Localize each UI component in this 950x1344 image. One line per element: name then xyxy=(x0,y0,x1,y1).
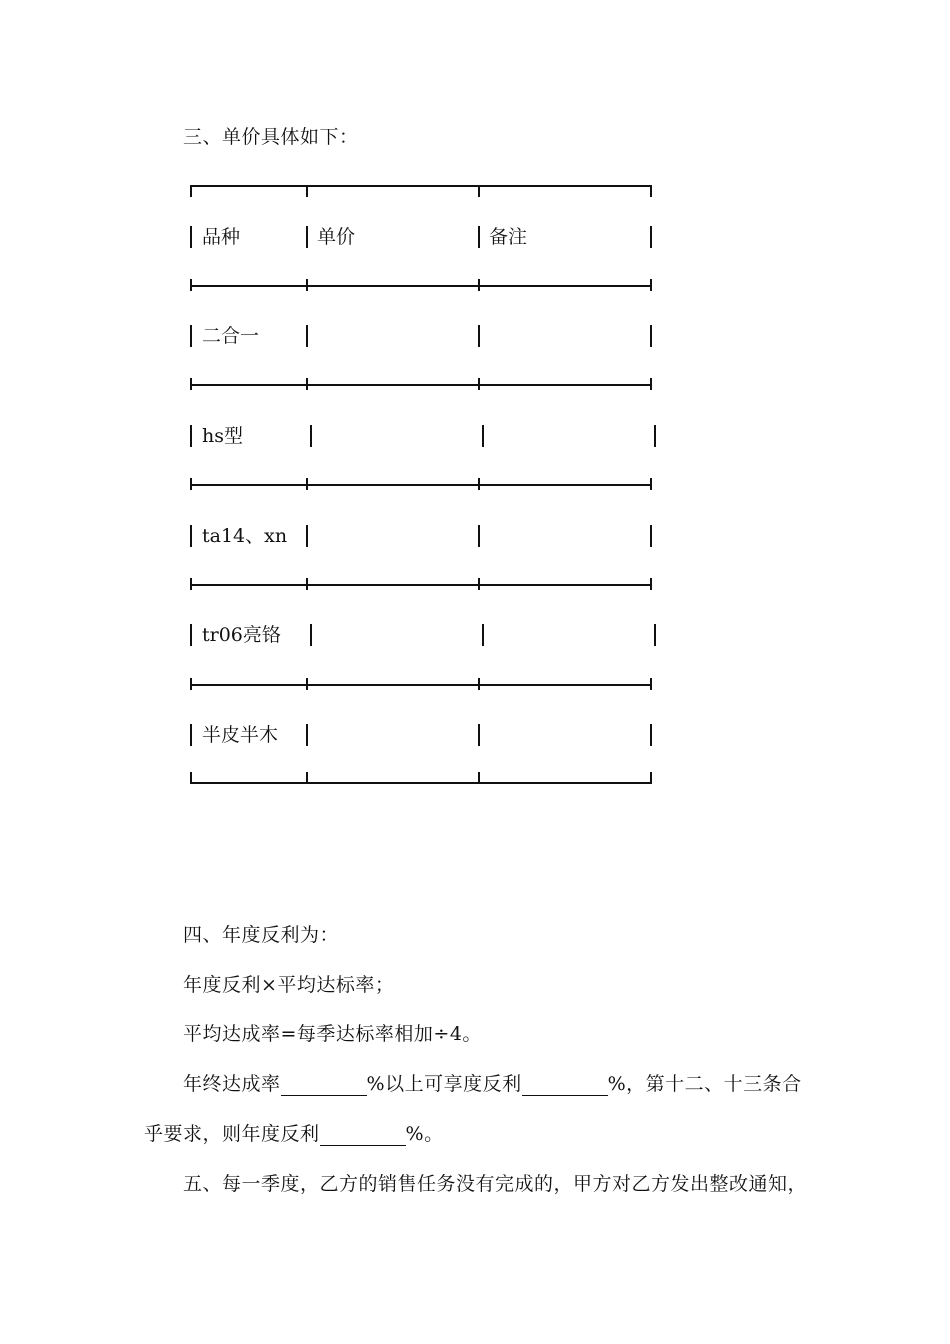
text-rebate-threshold: %以上可享度反利 xyxy=(366,1073,522,1095)
fill-blank-rate[interactable] xyxy=(281,1077,367,1096)
row-variety: 半皮半木 xyxy=(202,724,279,746)
text-clauses: %，第十二、十三条合 xyxy=(607,1073,802,1095)
fill-blank-rebate[interactable] xyxy=(522,1077,608,1096)
text-percent-end: %。 xyxy=(405,1123,444,1145)
formula-annual-rebate: 年度反利×平均达标率； xyxy=(183,974,395,996)
table-divider xyxy=(190,484,652,486)
section3-heading: 三、单价具体如下： xyxy=(183,126,359,148)
row-variety: tr06亮铬 xyxy=(202,624,281,646)
fill-blank-annual-rebate[interactable] xyxy=(320,1127,406,1146)
table-divider xyxy=(190,584,652,586)
table-divider xyxy=(190,285,652,287)
table-divider xyxy=(190,684,652,686)
table-top-border xyxy=(190,185,652,187)
rebate-paragraph-line1 xyxy=(183,1072,802,1096)
row-variety: 二合一 xyxy=(202,325,260,347)
section5-paragraph: 五、每一季度，乙方的销售任务没有完成的，甲方对乙方发出整改通知， xyxy=(183,1173,808,1195)
row-variety: ta14、xn xyxy=(202,525,288,547)
section4-heading: 四、年度反利为： xyxy=(183,924,340,946)
text-year-end-rate: 年终达成率 xyxy=(183,1073,281,1095)
table-bottom-border xyxy=(190,782,652,784)
header-price: 单价 xyxy=(317,226,356,248)
formula-average-rate: 平均达成率=每季达标率相加÷4。 xyxy=(183,1023,482,1045)
table-divider xyxy=(190,384,652,386)
rebate-paragraph-line2 xyxy=(144,1122,444,1146)
header-note: 备注 xyxy=(489,226,528,248)
header-variety: 品种 xyxy=(202,226,241,248)
text-requirement: 乎要求，则年度反利 xyxy=(144,1123,320,1145)
row-variety: hs型 xyxy=(202,425,243,447)
